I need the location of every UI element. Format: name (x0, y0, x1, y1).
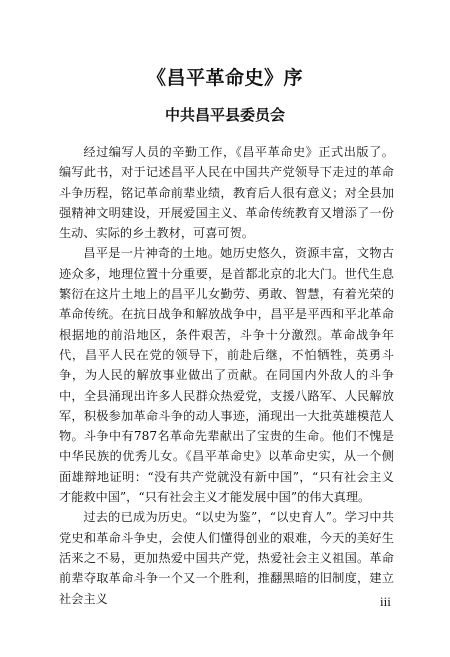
document-author: 中共昌平县委员会 (164, 106, 285, 124)
paragraph-1: 经过编写人员的辛勤工作，《昌平革命史》正式出版了。编写此书，对于记述昌平人民在中国共产党领导下走过的革命斗争历程，铭记革命前辈业绩，教育后人很有意义；对全县加强精神文明建设，开展爱国主义、革命传统教育又增添了一份生动、实际的乡土教材，可喜可贺。 (59, 145, 394, 241)
paragraph-2: 昌平是一片神奇的土地。她历史悠久，资源丰富，文物古迹众多，地理位置十分重要，是首都北京的北大门。世代生息繁衍在这片土地上的昌平儿女勤劳、勇敢、智慧，有着光荣的革命传统。在抗日战争和解放战争中，昌平是平西和平北革命根据地的前沿地区，条件艰苦，斗争十分激烈。革命战争年代，昌平人民在党的领导下，前赴后继，不怕牺牲，英勇斗争，为人民的解放事业做出了贡献。在同国内外敌人的斗争中，全县涌现出许多人民群众热爱党，支援八路军、人民解放军，积极参加革命斗争的动人事迹，涌现出一大批英雄模范人物。斗争中有787名革命先辈献出了宝贵的生命。他们不愧是中华民族的优秀儿女。《昌平革命史》以革命史实，从一个侧面雄辩地证明：“没有共产党就没有新中国”，“只有社会主义才能救中国”，“只有社会主义才能发展中国”的伟大真理。 (59, 246, 394, 505)
paragraph-3: 过去的已成为历史。“以史为鉴”，“以史育人”。学习中共党史和革命斗争史，会使人们懂得创业的艰难，今天的美好生活来之不易，更加热爱中国共产党，热爱社会主义祖国。革命前辈夺取革命斗争一个又一个胜利，推翻黑暗的旧制度，建立社会主义 (59, 510, 394, 606)
document-title: 《昌平革命史》序 (146, 67, 303, 89)
page-number: iii (380, 594, 391, 609)
document-body (59, 142, 394, 609)
